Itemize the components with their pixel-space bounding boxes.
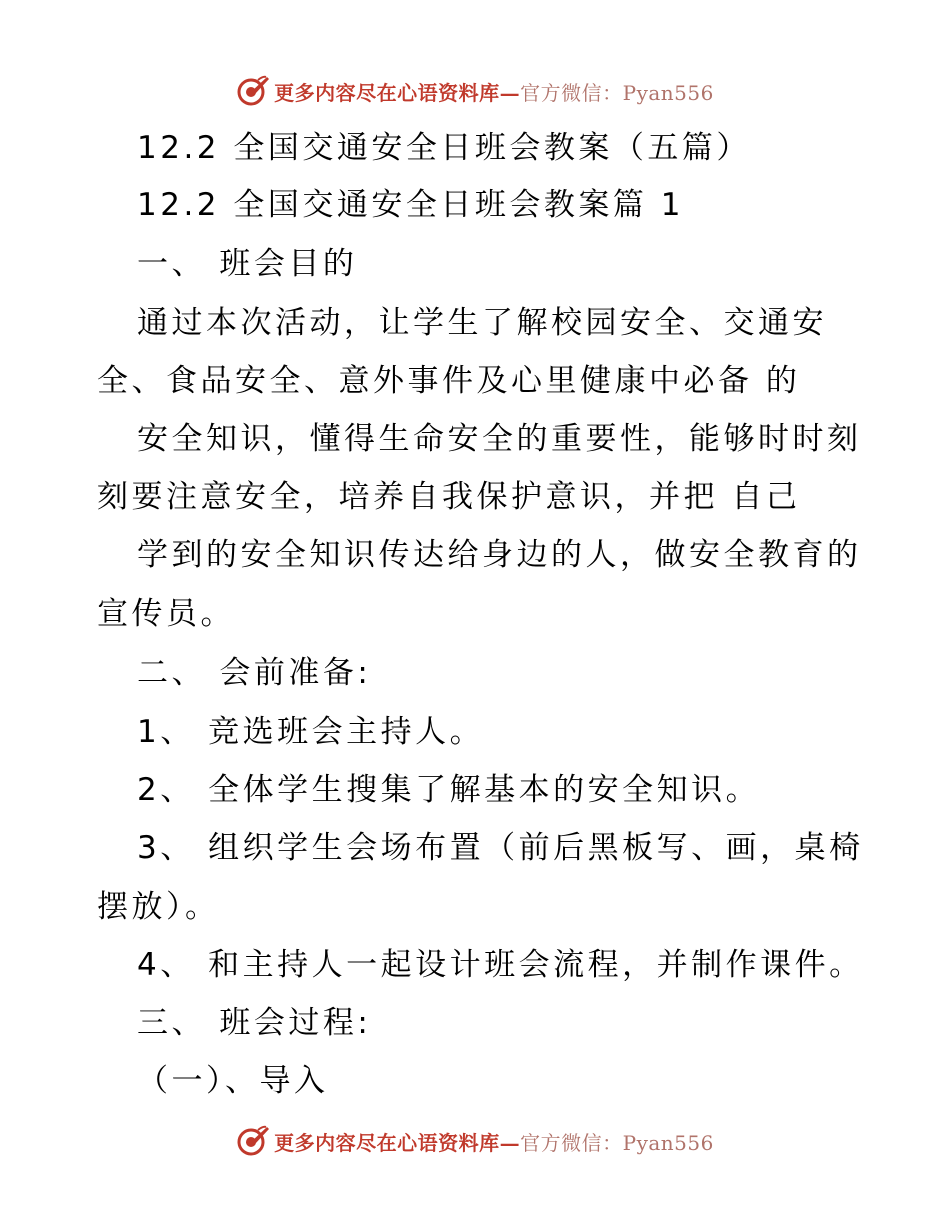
paragraph-line: 全、食品安全、意外事件及心里健康中必备 的	[97, 363, 801, 399]
subsection-heading: （一）、导入	[137, 1063, 329, 1099]
list-item: 4、 和主持人一起设计班会流程，并制作课件。	[137, 947, 864, 983]
header-banner	[0, 71, 950, 111]
banner-text	[274, 1127, 714, 1156]
doc-title: 12.2 全国交通安全日班会教案（五篇）	[137, 130, 751, 166]
section-heading-1: 一、 班会目的	[137, 246, 358, 282]
paragraph-line: 安全知识，懂得生命安全的重要性，能够时时刻	[137, 421, 862, 457]
paragraph-line: 刻要注意安全，培养自我保护意识，并把 自己	[97, 479, 801, 515]
pen-logo-icon	[236, 74, 270, 108]
banner-tail: 官方微信：Pyan556	[520, 80, 714, 105]
section-heading-2: 二、 会前准备:	[137, 655, 372, 691]
list-item-continuation: 摆放）。	[97, 889, 220, 925]
paragraph-line: 宣传员。	[97, 596, 235, 632]
pen-logo-icon	[236, 1124, 270, 1158]
list-item: 1、 竞选班会主持人。	[137, 714, 485, 750]
banner-lead: 更多内容尽在心语资料库	[274, 1130, 500, 1155]
list-item: 2、 全体学生搜集了解基本的安全知识。	[137, 772, 761, 808]
banner-tail: 官方微信：Pyan556	[520, 1130, 714, 1155]
banner-text	[274, 77, 714, 106]
banner-dash: —	[499, 80, 521, 105]
paragraph-line: 通过本次活动，让学生了解校园安全、交通安	[137, 305, 827, 341]
list-item: 3、 组织学生会场布置（前后黑板写、画，桌椅	[137, 830, 864, 866]
doc-subtitle: 12.2 全国交通安全日班会教案篇 1	[137, 187, 684, 223]
banner-lead: 更多内容尽在心语资料库	[274, 80, 500, 105]
section-heading-3: 三、 班会过程:	[137, 1005, 372, 1041]
banner-dash: —	[499, 1130, 521, 1155]
footer-banner	[0, 1121, 950, 1161]
paragraph-line: 学到的安全知识传达给身边的人，做安全教育的	[137, 537, 862, 573]
